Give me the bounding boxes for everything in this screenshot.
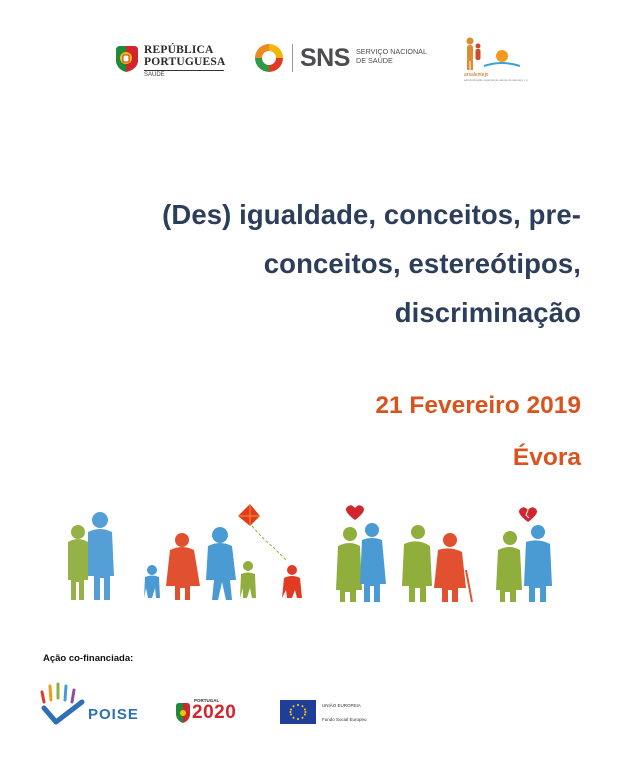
sns-subtitle-line2: DE SAÚDE [356, 56, 393, 65]
ars-figures-icon [462, 36, 522, 72]
elderly-couple-1 [336, 505, 386, 602]
eu-logo [280, 700, 380, 726]
portugal-2020-logo [174, 698, 264, 726]
title-line3: discriminação [394, 297, 581, 328]
eu-line1: UNIÃO EUROPEIA [322, 703, 361, 708]
sns-logo [252, 41, 452, 75]
portugal-small-label: PORTUGAL [194, 698, 220, 703]
sns-ring-icon [252, 41, 286, 75]
republica-line2: PORTUGUESA [144, 56, 226, 68]
event-date: 21 Fevereiro 2019 [375, 392, 581, 419]
sns-subtitle-line1: SERVIÇO NACIONAL [356, 47, 427, 56]
ars-small-text: administração regional de saúde do alentejo, i.p. [464, 78, 529, 82]
family-illustration [60, 500, 570, 610]
poise-label: POISE [88, 706, 139, 723]
family-figures [144, 527, 256, 600]
cofinanced-label: Ação co-financiada: [43, 653, 134, 664]
portugal-emblem-icon [112, 44, 142, 74]
eu-line2: Fundo Social Europeu [322, 717, 367, 722]
ars-alentejo-logo [462, 36, 529, 84]
elderly-couple-2 [402, 525, 472, 602]
eu-flag-icon [280, 700, 316, 724]
poise-logo [38, 680, 156, 726]
portugal-flag-icon [174, 702, 192, 724]
couple-figures [68, 512, 114, 600]
event-place: Évora [512, 444, 581, 471]
ars-label: arsalentejo [464, 72, 489, 78]
republica-portuguesa-logo [112, 42, 230, 82]
portugal-2020-label: 2020 [192, 702, 237, 723]
republica-line1: REPÚBLICA [144, 44, 214, 56]
poise-hands-icon [38, 680, 88, 726]
title-line1: (Des) igualdade, conceitos, pre- [162, 199, 581, 230]
document-title [1, 190, 581, 337]
elderly-couple-3 [496, 507, 552, 602]
title-line2: conceitos, estereótipos, [263, 248, 581, 279]
republica-line3: SAÚDE [144, 72, 165, 78]
sns-acronym: SNS [300, 44, 350, 72]
sns-subtitle [356, 47, 427, 65]
